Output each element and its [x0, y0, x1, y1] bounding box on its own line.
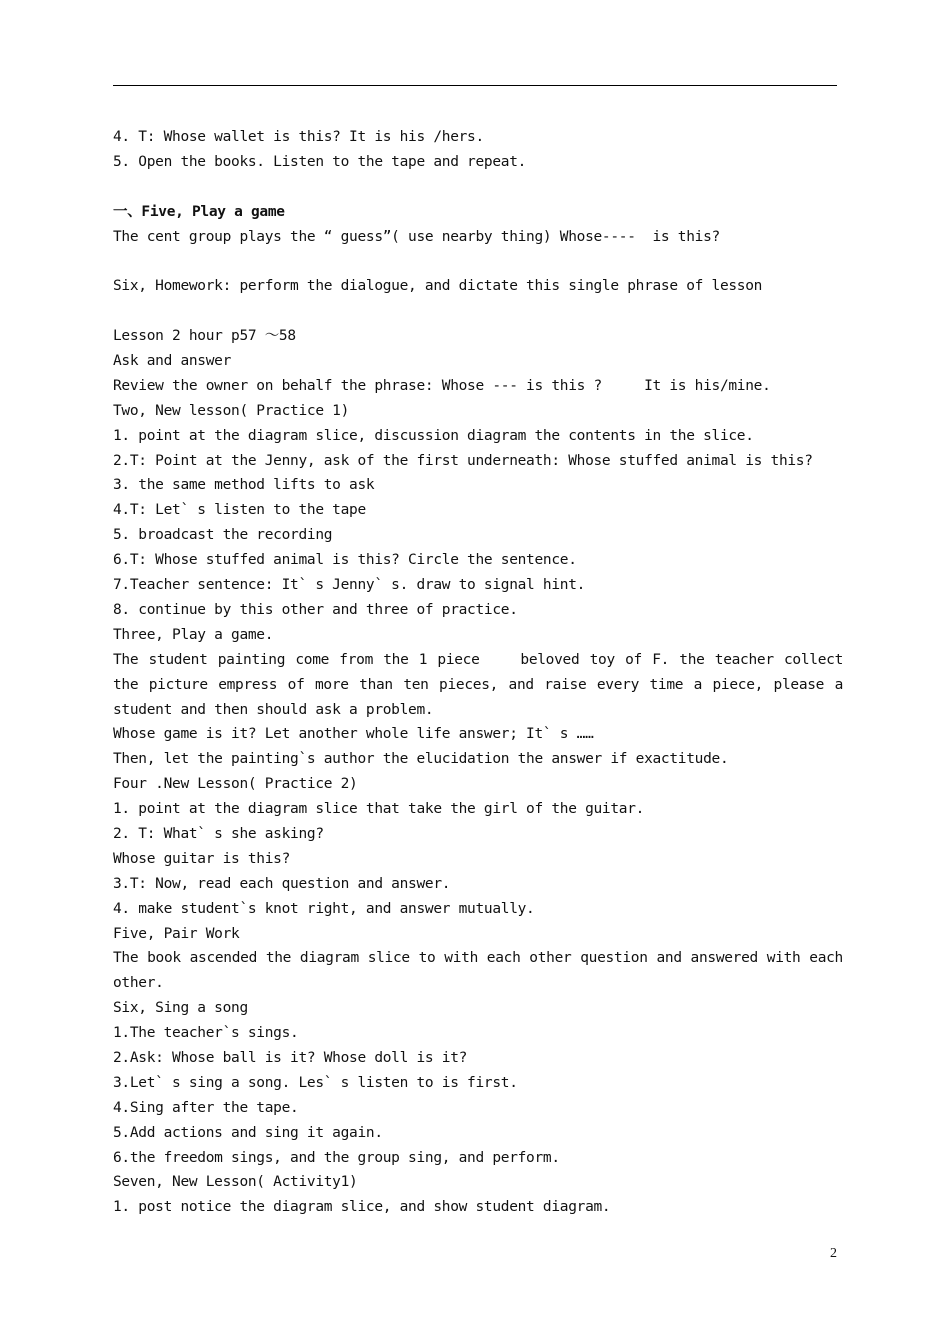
- text-line: Whose guitar is this?: [113, 850, 291, 867]
- text-line: 1. point at the diagram slice that take the girl of the guitar.: [113, 801, 645, 818]
- text-line: 5. Open the books. Listen to the tape and repeat.: [113, 153, 527, 170]
- text-line: The student painting come from the 1 piece beloved toy of F. the teacher collect the picture empress of more than ten pieces, and raise every time a piece, please a student and then should ask a problem.: [113, 651, 852, 718]
- page-number: 2: [830, 1246, 837, 1261]
- text-line: 3. the same method lifts to ask: [113, 477, 375, 494]
- text-line: 1.The teacher`s sings.: [113, 1025, 299, 1042]
- text-line: Five, Pair Work: [113, 925, 240, 942]
- text-line: 4.Sing after the tape.: [113, 1099, 299, 1116]
- text-line: Four .New Lesson( Practice 2): [113, 776, 358, 793]
- blank-line: [113, 175, 843, 200]
- document-body: [113, 125, 852, 1220]
- text-line: 5.Add actions and sing it again.: [113, 1124, 383, 1141]
- text-line: Seven, New Lesson( Activity1): [113, 1174, 358, 1191]
- text-line: 6.T: Whose stuffed animal is this? Circle the sentence.: [113, 552, 577, 569]
- text-line: The cent group plays the “ guess”( use nearby thing) Whose---- is this?: [113, 228, 720, 245]
- blank-line: [113, 249, 843, 274]
- blank-line: [113, 299, 843, 324]
- text-line: 8. continue by this other and three of practice.: [113, 601, 518, 618]
- text-line: Six, Sing a song: [113, 1000, 248, 1017]
- text-line: 4. make student`s knot right, and answer mutually.: [113, 900, 535, 917]
- text-line: The book ascended the diagram slice to with each other question and answered with each other.: [113, 950, 852, 992]
- header-rule: [113, 85, 837, 86]
- text-line: 1. post notice the diagram slice, and show student diagram.: [113, 1199, 611, 1216]
- text-line: 5. broadcast the recording: [113, 527, 333, 544]
- text-line: 2.T: Point at the Jenny, ask of the first underneath: Whose stuffed animal is this?: [113, 452, 813, 469]
- text-line: 1. point at the diagram slice, discussion diagram the contents in the slice.: [113, 427, 754, 444]
- text-line: Ask and answer: [113, 353, 232, 370]
- text-line: Lesson 2 hour p57 ～58: [113, 328, 296, 345]
- section-heading: 一、Five, Play a game: [113, 203, 285, 220]
- text-line: 3.Let` s sing a song. Les` s listen to is first.: [113, 1074, 518, 1091]
- text-line: Two, New lesson( Practice 1): [113, 402, 350, 419]
- text-line: Review the owner on behalf the phrase: Whose --- is this ? It is his/mine.: [113, 377, 771, 394]
- text-line: Whose game is it? Let another whole life answer; It` s ……: [113, 726, 594, 743]
- text-line: 2.Ask: Whose ball is it? Whose doll is it?: [113, 1050, 468, 1067]
- text-line: 6.the freedom sings, and the group sing, and perform.: [113, 1149, 560, 1166]
- text-line: 3.T: Now, read each question and answer.: [113, 875, 451, 892]
- text-line: 2. T: What` s she asking?: [113, 825, 324, 842]
- text-line: 4.T: Let` s listen to the tape: [113, 502, 366, 519]
- text-line: 7.Teacher sentence: It` s Jenny` s. draw to signal hint.: [113, 577, 586, 594]
- text-line: 4. T: Whose wallet is this? It is his /hers.: [113, 129, 484, 145]
- text-line: Three, Play a game.: [113, 626, 274, 643]
- text-line: Then, let the painting`s author the elucidation the answer if exactitude.: [113, 751, 729, 768]
- text-line: Six, Homework: perform the dialogue, and dictate this single phrase of lesson: [113, 278, 763, 295]
